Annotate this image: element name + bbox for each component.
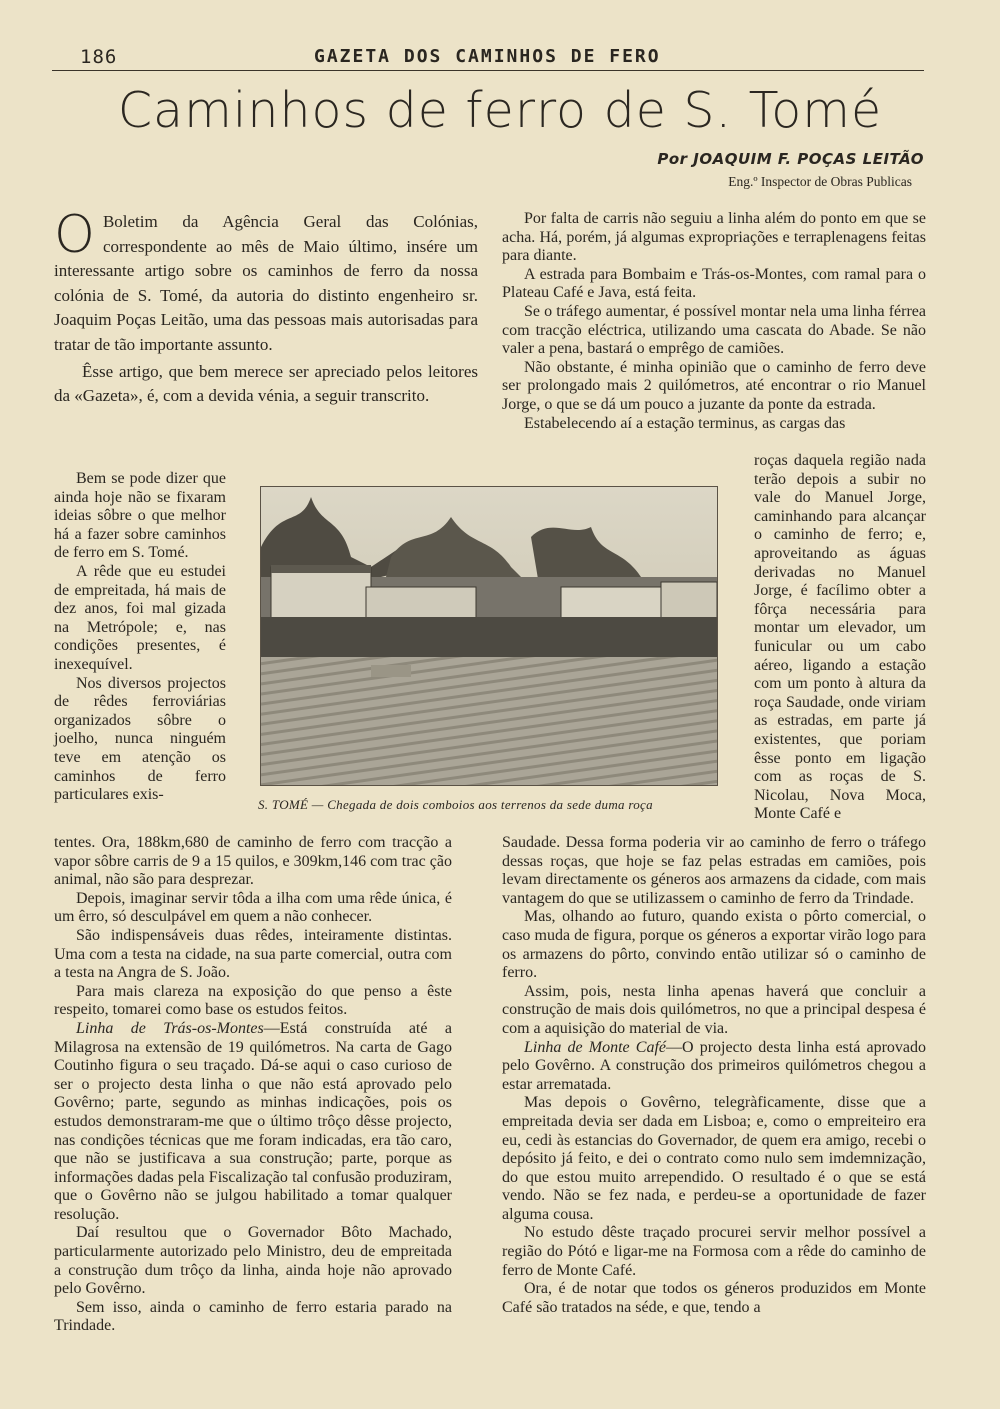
page-number: 186 xyxy=(80,46,118,68)
paragraph: São indispensáveis duas rêdes, inteiramente distintas. Uma com a testa na cidade, na sua parte comercial, outra com a testa na Angra de S. João. xyxy=(54,926,452,982)
paragraph: Saudade. Dessa forma poderia vir ao caminho de ferro o tráfego dessas roças, que hoje se faz pelas estradas em camiões, pois levam directamente os géneros aos armazens da cidade, com mais vantagem do que se utilizassem o caminho de ferro da Trindade. xyxy=(502,834,926,907)
intro-block xyxy=(54,205,478,411)
paragraph: Depois, imaginar servir tôda a ilha com uma rêde única, é um êrro, só desculpável em quem a não conhecer. xyxy=(54,889,452,926)
section-text: —O projecto desta linha está aprovado pelo Govêrno. A construção dos primeiros quilómetros chegou a estar arrematada. xyxy=(502,1038,927,1093)
paragraph: Nos diversos projectos de rêdes ferroviárias organizados sôbre o joelho, nunca ninguém teve em atenção os caminhos de ferro particulares exis- xyxy=(54,674,226,804)
paragraph xyxy=(502,1039,926,1095)
left-narrow-column xyxy=(54,470,226,805)
paragraph xyxy=(54,1020,452,1225)
photograph xyxy=(260,486,718,786)
paragraph: Assim, pois, nesta linha apenas haverá que concluir a construção de mais dois quilómetros, no que a principal despesa é com a aquisição do material de via. xyxy=(502,982,926,1037)
intro-paragraph xyxy=(54,205,478,358)
photo-illustration xyxy=(261,487,717,785)
photo-caption: S. TOMÉ — Chegada de dois comboios aos terrenos da sede duma roça xyxy=(258,797,653,812)
section-title: Linha de Trás-os-Montes xyxy=(76,1019,264,1037)
paragraph: Ora, é de notar que todos os géneros produzidos em Monte Café são tratados na séde, e que, tendo a xyxy=(502,1280,926,1316)
section-title: Linha de Monte Café xyxy=(524,1038,666,1056)
running-header xyxy=(52,40,924,71)
paragraph: Se o tráfego aumentar, é possível montar nela uma linha férrea com tracção eléctrica, utilizando uma cascata do Abade. Se não valer a pena, bastará o emprêgo de camiões. xyxy=(502,302,926,358)
right-wide-column xyxy=(502,834,926,1317)
section-text: —Está construída até a Milagrosa na extensão de 19 quilómetros. Na carta de Gago Coutinho figura o seu traçado. Dá-se aqui o caso curioso de ser o projecto desta linha o que não está aprovado pelo Govêrno; parte, segundo as minhas indicações, pois os estudos demonstraram-me que o último trôço dêsse projecto, nas condições técnicas que me foram indicadas, era tão caro, que não se justificava a sua construção; parte, porque as informações dadas pela Fiscalização tal confusão produziram, que o Govêrno não se julgou habilitado a tomar qualquer resolução. xyxy=(54,1019,452,1223)
left-wide-column xyxy=(54,834,452,1336)
paragraph: A rêde que eu estudei de empreitada, há mais de dez anos, foi mal gizada na Metrópole; e, nas condições presentes, é inexequível. xyxy=(54,562,226,673)
paragraph: roças daquela região nada terão depois a subir no vale do Manuel Jorge, caminhando para alcançar o caminho de ferro; e, aproveitando as águas derivadas no Manuel Jorge, é facílimo obter a fôrça necessária para montar um elevador, um funicular ou um cabo aéreo, ligando a estação com um ponto à altura da roça Saudade, onde viriam as estradas, em parte já existentes, que poriam êsse ponto em ligação com as roças de S. Nicolau, Nova Moca, Monte Café e xyxy=(754,452,926,823)
paragraph: Mas depois o Govêrno, telegràficamente, disse que a empreitada devia ser dada em Lisboa; e, como o empreiteiro era eu, cedi às estancias do Governador, de quem era amigo, recebi o depósito já feito, e dei o contrato como nulo sem imdemnização, do que estou muito arrependido. O resultado é o que se está vendo. Não se fez nada, e perdeu-se a oportunidade de fazer alguma cousa. xyxy=(502,1094,926,1223)
author-role: Eng.º Inspector de Obras Publicas xyxy=(728,174,912,189)
paragraph: Sem isso, ainda o caminho de ferro estaria parado na Trindade. xyxy=(54,1298,452,1335)
right-narrow-column xyxy=(754,452,926,824)
paragraph: Estabelecendo aí a estação terminus, as cargas das xyxy=(524,414,846,432)
article-byline: Por JOAQUIM F. POÇAS LEITÃO xyxy=(657,150,924,168)
journal-name: GAZETA DOS CAMINHOS DE FERO xyxy=(314,46,661,67)
paragraph: tentes. Ora, 188km,680 de caminho de ferro com tracção a vapor sôbre carris de 9 a 15 quilos, e 309km,146 com trac ção animal, não são para desprezar. xyxy=(54,834,452,889)
intro-paragraph: Êsse artigo, que bem merece ser apreciado pelos leitores da «Gazeta», é, com a devida vénia, a seguir transcrito. xyxy=(54,361,478,406)
paragraph: Por falta de carris não seguiu a linha além do ponto em que se acha. Há, porém, já algumas expropriações e terraplenagens feitas para diante. xyxy=(502,210,926,265)
article-title: Caminhos de ferro de S. Tomé xyxy=(117,82,883,139)
paragraph: Não obstante, é minha opinião que o caminho de ferro deve ser prolongado mais 2 quilómetros, até encontrar o rio Manuel Jorge, o que se dá um pouco a juzante da ponte da estrada. xyxy=(502,358,926,413)
drop-cap: O xyxy=(54,205,95,265)
paragraph: Daí resultou que o Governador Bôto Machado, particularmente autorizado pelo Ministro, deu de empreitada a construção dum trôço da linha, ainda hoje não aprovado pelo Govêrno. xyxy=(54,1224,452,1298)
paragraph: Para mais clareza na exposição do que penso a êste respeito, tomarei como base os estudos feitos. xyxy=(54,982,452,1019)
right-top-column xyxy=(502,210,926,433)
intro-text: Boletim da Agência Geral das Colónias, correspondente ao mês de Maio último, insére um interessante artigo sobre os caminhos de ferro da nossa colónia de S. Tomé, da autoria do distinto engenheiro sr. Joaquim Poças Leitão, uma das pessoas mais autorisadas para tratar de tão importante assunto. xyxy=(54,212,478,354)
paragraph: Bem se pode dizer que ainda hoje não se fixaram ideias sôbre o que melhor há a fazer sobre caminhos de ferro em S. Tomé. xyxy=(54,470,226,562)
paragraph: A estrada para Bombaim e Trás-os-Montes, com ramal para o Plateau Café e Java, está feita. xyxy=(502,265,926,302)
paragraph: Mas, olhando ao futuro, quando exista o pôrto comercial, o caso muda de figura, porque os géneros a exportar virão logo para os armazens do pôrto, convindo então utilizar só o caminho de ferro. xyxy=(502,908,926,982)
paragraph: No estudo dêste traçado procurei servir melhor possível a região do Pótó e ligar-me na Formosa com a rêde do caminho de ferro de Monte Café. xyxy=(502,1224,926,1279)
